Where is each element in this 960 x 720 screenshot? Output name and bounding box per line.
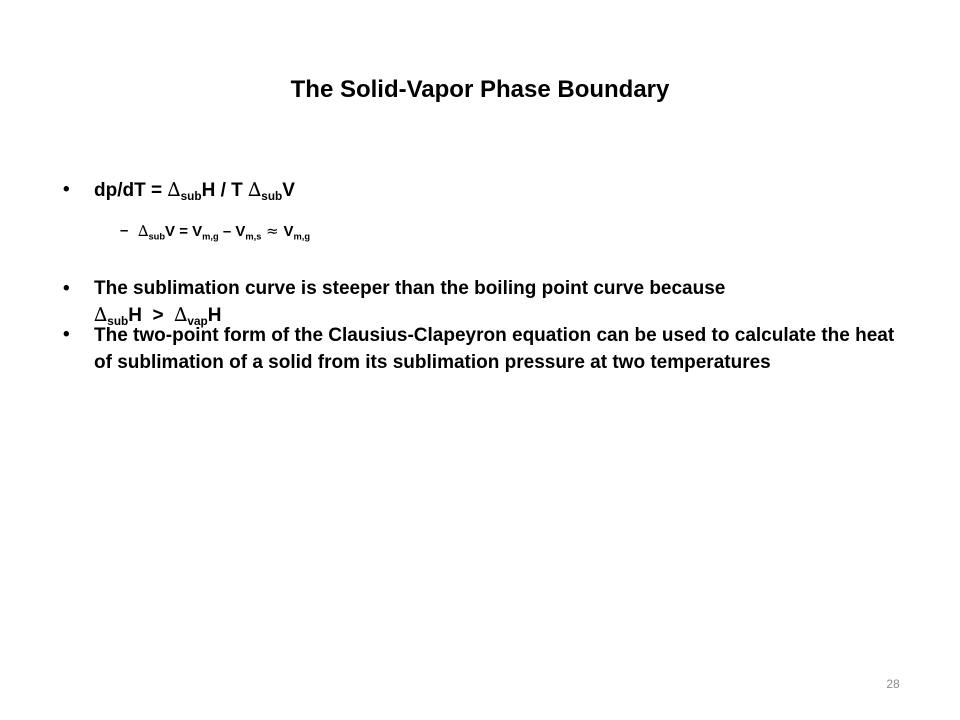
subscript: sub xyxy=(261,190,283,204)
slide-number: 28 xyxy=(886,677,900,691)
equation-text: H xyxy=(207,305,222,326)
bullet-marker: • xyxy=(63,179,70,200)
sub-bullet-volume-change xyxy=(120,220,900,243)
delta-symbol: ∆ xyxy=(94,304,108,326)
subscript: sub xyxy=(180,190,202,204)
subscript: m,g xyxy=(293,231,311,242)
bullet-text xyxy=(94,177,913,204)
bullet-item-clapeyron-equation xyxy=(63,177,913,204)
bullet-marker: • xyxy=(63,324,70,345)
equation-text: dp/dT = xyxy=(94,180,168,201)
delta-symbol: ∆ xyxy=(167,179,181,201)
bullet-item-clausius-clapeyron xyxy=(63,322,908,376)
sub-bullet-marker: – xyxy=(120,222,129,239)
bullet-marker: • xyxy=(63,278,70,299)
equation-text: V = V xyxy=(165,223,203,240)
equation-text: H / T xyxy=(201,180,249,201)
subscript: sub xyxy=(107,315,129,329)
equation-text: V xyxy=(283,223,294,240)
bullet-text: The two-point form of the Clausius-Clapeyron equation can be used to calculate the heat of sublimation of a solid from its sublimation pressure at two temperatures xyxy=(94,325,895,373)
delta-symbol: ∆ xyxy=(174,304,188,326)
delta-symbol: ∆ xyxy=(138,222,149,240)
equation-text: H > xyxy=(128,305,175,326)
slide-title: The Solid-Vapor Phase Boundary xyxy=(290,76,670,103)
subscript: m,g xyxy=(202,231,219,242)
delta-symbol: ∆ xyxy=(248,179,262,201)
subscript: m,s xyxy=(245,231,262,242)
subscript: vap xyxy=(187,315,208,329)
subscript: sub xyxy=(148,231,166,242)
bullet-line: The sublimation curve is steeper than the boiling point curve because xyxy=(94,278,726,299)
equation-text: V xyxy=(282,180,295,201)
sub-bullet-text xyxy=(138,220,900,243)
approx-symbol: ≈ xyxy=(261,222,284,240)
equation-text: – V xyxy=(218,223,246,240)
